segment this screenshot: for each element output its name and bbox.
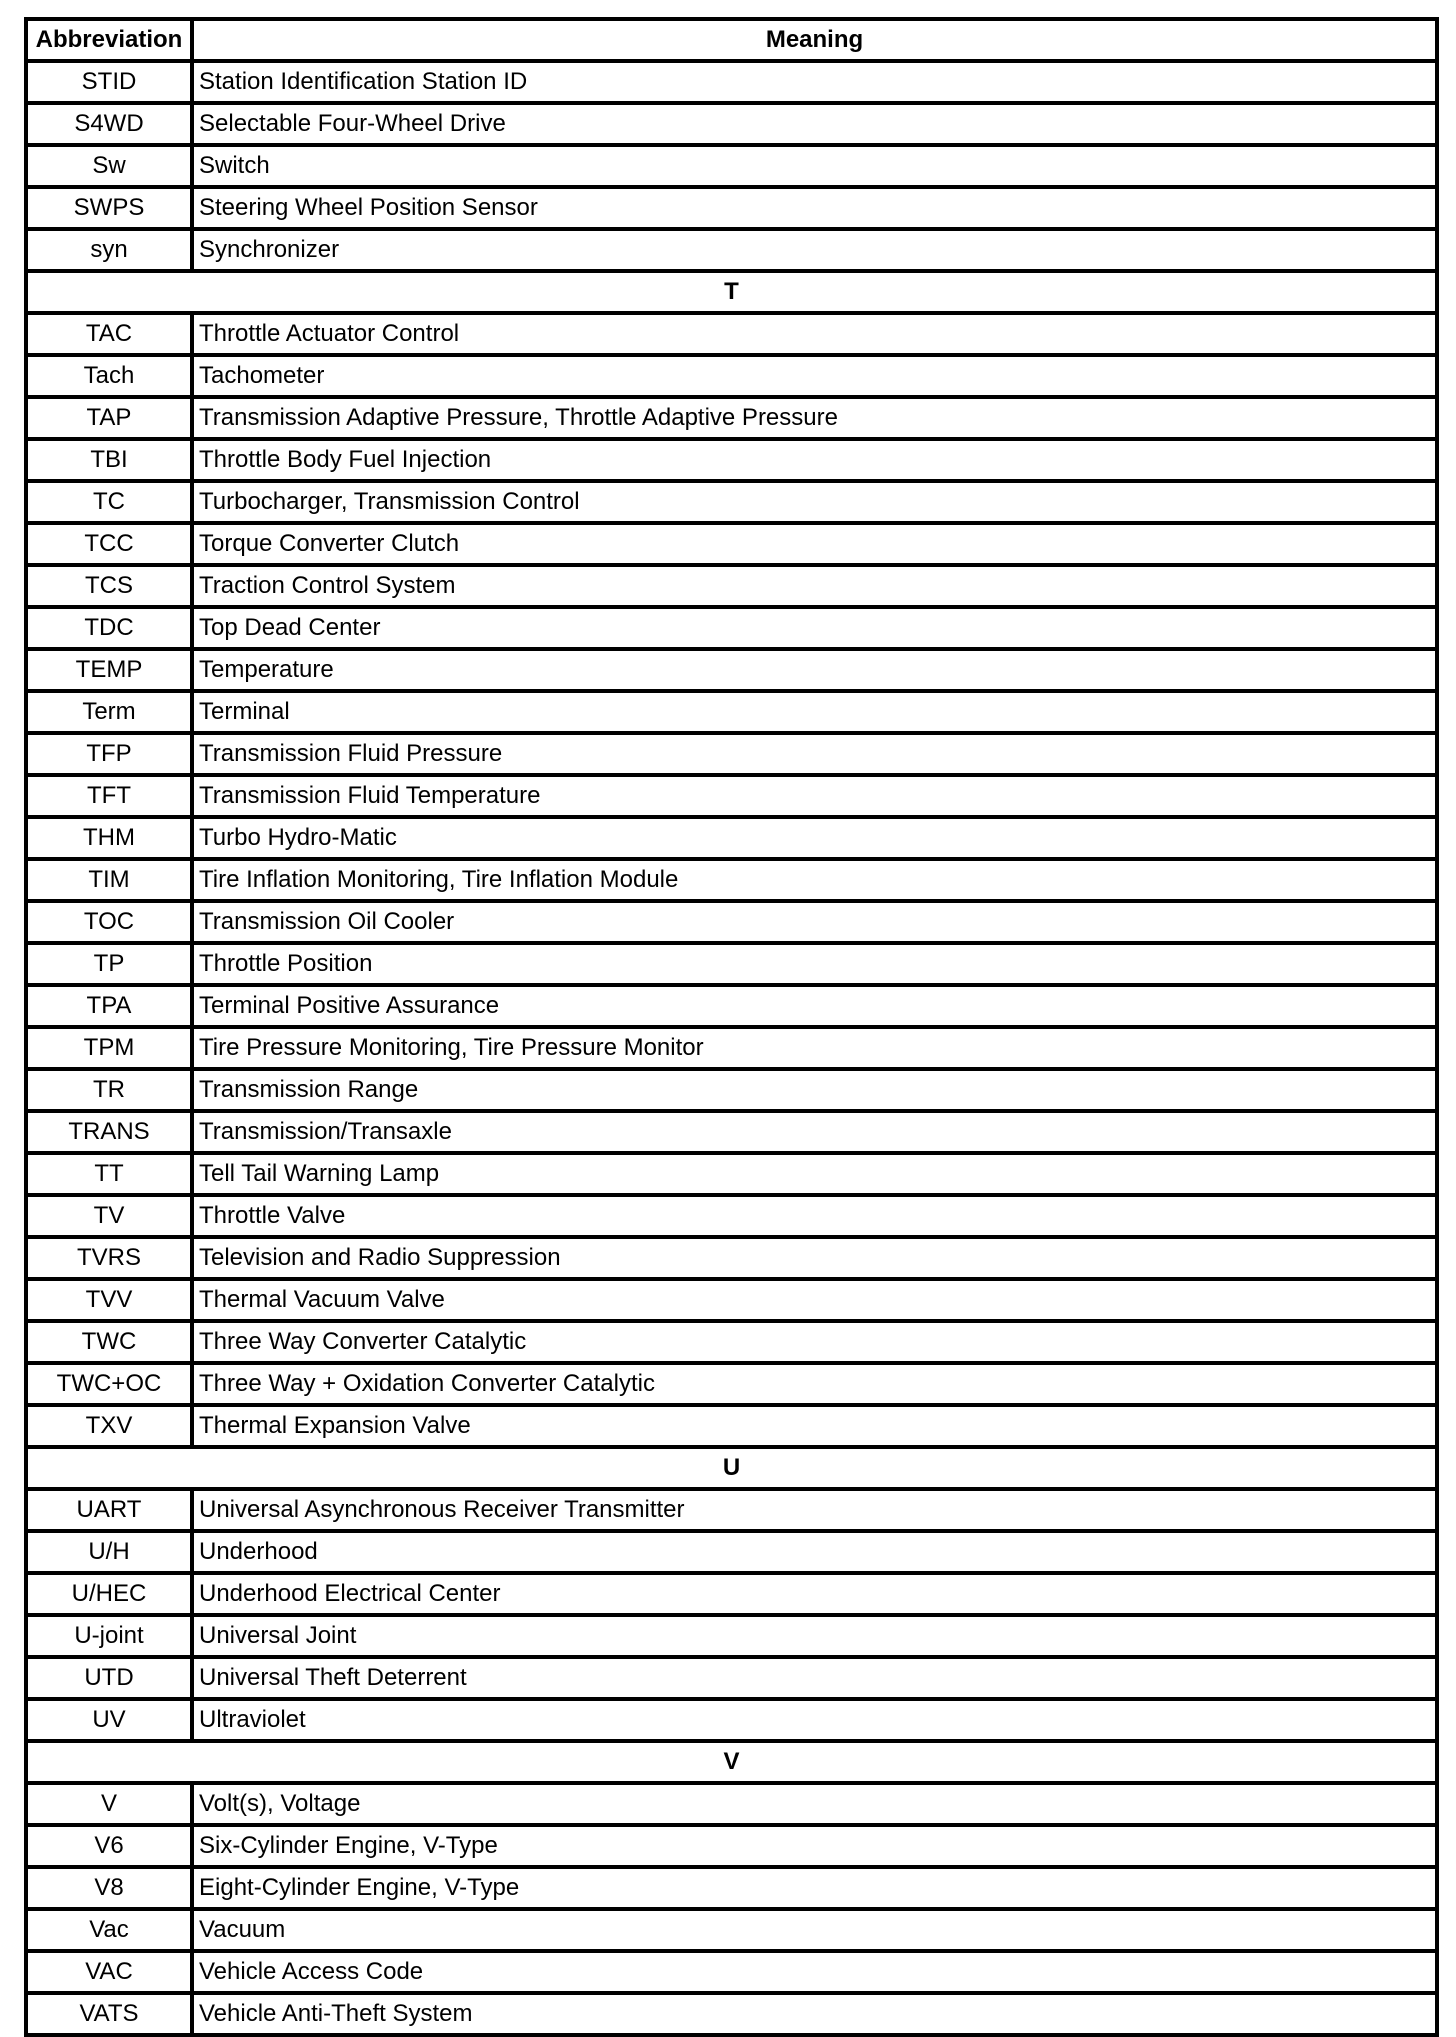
- abbreviation-cell: TCS: [26, 565, 192, 607]
- abbreviation-cell: TP: [26, 943, 192, 985]
- meaning-cell: Turbocharger, Transmission Control: [192, 481, 1437, 523]
- abbreviation-cell: U/HEC: [26, 1573, 192, 1615]
- meaning-cell: Steering Wheel Position Sensor: [192, 187, 1437, 229]
- section-letter: V: [26, 1741, 1437, 1783]
- meaning-cell: Universal Joint: [192, 1615, 1437, 1657]
- table-row: [26, 61, 1437, 103]
- abbreviation-cell: TPA: [26, 985, 192, 1027]
- abbreviation-cell: TDC: [26, 607, 192, 649]
- meaning-cell: Throttle Actuator Control: [192, 313, 1437, 355]
- section-header-row: [26, 271, 1437, 313]
- meaning-cell: Three Way + Oxidation Converter Catalytic: [192, 1363, 1437, 1405]
- table-row: [26, 901, 1437, 943]
- meaning-cell: Throttle Valve: [192, 1195, 1437, 1237]
- table-row: [26, 103, 1437, 145]
- table-row: [26, 1783, 1437, 1825]
- abbreviation-cell: TVV: [26, 1279, 192, 1321]
- abbreviation-cell: TPM: [26, 1027, 192, 1069]
- abbreviation-cell: TAC: [26, 313, 192, 355]
- meaning-cell: Transmission Fluid Temperature: [192, 775, 1437, 817]
- meaning-cell: Terminal Positive Assurance: [192, 985, 1437, 1027]
- abbreviation-cell: U/H: [26, 1531, 192, 1573]
- abbreviation-cell: TVRS: [26, 1237, 192, 1279]
- abbreviation-cell: TFT: [26, 775, 192, 817]
- table-row: [26, 1195, 1437, 1237]
- table-row: [26, 523, 1437, 565]
- abbreviation-cell: Sw: [26, 145, 192, 187]
- abbreviation-cell: UV: [26, 1699, 192, 1741]
- meaning-cell: Transmission/Transaxle: [192, 1111, 1437, 1153]
- meaning-cell: Tire Inflation Monitoring, Tire Inflation Module: [192, 859, 1437, 901]
- abbreviation-cell: TR: [26, 1069, 192, 1111]
- table-row: [26, 145, 1437, 187]
- abbreviation-cell: TEMP: [26, 649, 192, 691]
- abbreviation-table: [24, 17, 1439, 2037]
- table-row: [26, 1657, 1437, 1699]
- table-row: [26, 187, 1437, 229]
- meaning-cell: Station Identification Station ID: [192, 61, 1437, 103]
- abbreviation-cell: TT: [26, 1153, 192, 1195]
- table-row: [26, 649, 1437, 691]
- abbreviation-cell: TIM: [26, 859, 192, 901]
- meaning-cell: Selectable Four-Wheel Drive: [192, 103, 1437, 145]
- meaning-cell: Turbo Hydro-Matic: [192, 817, 1437, 859]
- table-row: [26, 607, 1437, 649]
- meaning-cell: Transmission Adaptive Pressure, Throttle Adaptive Pressure: [192, 397, 1437, 439]
- meaning-cell: Transmission Fluid Pressure: [192, 733, 1437, 775]
- meaning-cell: Universal Asynchronous Receiver Transmitter: [192, 1489, 1437, 1531]
- section-header-row: [26, 1741, 1437, 1783]
- table-row: [26, 691, 1437, 733]
- meaning-cell: Universal Theft Deterrent: [192, 1657, 1437, 1699]
- abbreviation-cell: V6: [26, 1825, 192, 1867]
- table-row: [26, 397, 1437, 439]
- table-row: [26, 1867, 1437, 1909]
- meaning-cell: Tell Tail Warning Lamp: [192, 1153, 1437, 1195]
- table-row: [26, 1279, 1437, 1321]
- meaning-cell: Ultraviolet: [192, 1699, 1437, 1741]
- abbreviation-cell: TAP: [26, 397, 192, 439]
- table-row: [26, 817, 1437, 859]
- meaning-cell: Vacuum: [192, 1909, 1437, 1951]
- table-row: [26, 733, 1437, 775]
- meaning-cell: Eight-Cylinder Engine, V-Type: [192, 1867, 1437, 1909]
- header-row: [26, 19, 1437, 61]
- meaning-cell: Switch: [192, 145, 1437, 187]
- abbreviation-cell: THM: [26, 817, 192, 859]
- table-row: [26, 1111, 1437, 1153]
- meaning-cell: Tire Pressure Monitoring, Tire Pressure Monitor: [192, 1027, 1437, 1069]
- table-row: [26, 1153, 1437, 1195]
- table-row: [26, 1027, 1437, 1069]
- table-row: [26, 1825, 1437, 1867]
- meaning-cell: Throttle Position: [192, 943, 1437, 985]
- abbreviation-cell: VAC: [26, 1951, 192, 1993]
- abbreviation-cell: SWPS: [26, 187, 192, 229]
- table-row: [26, 355, 1437, 397]
- section-letter: T: [26, 271, 1437, 313]
- meaning-cell: Traction Control System: [192, 565, 1437, 607]
- abbreviation-cell: UART: [26, 1489, 192, 1531]
- abbreviation-cell: TC: [26, 481, 192, 523]
- table-row: [26, 1069, 1437, 1111]
- meaning-cell: Vehicle Anti-Theft System: [192, 1993, 1437, 2035]
- meaning-cell: Six-Cylinder Engine, V-Type: [192, 1825, 1437, 1867]
- table-row: [26, 481, 1437, 523]
- meaning-cell: Transmission Range: [192, 1069, 1437, 1111]
- abbreviation-cell: V8: [26, 1867, 192, 1909]
- table-row: [26, 313, 1437, 355]
- abbreviation-cell: U-joint: [26, 1615, 192, 1657]
- table-row: [26, 1363, 1437, 1405]
- meaning-cell: Thermal Expansion Valve: [192, 1405, 1437, 1447]
- table-row: [26, 229, 1437, 271]
- table-row: [26, 1531, 1437, 1573]
- table-row: [26, 1321, 1437, 1363]
- header-abbreviation: Abbreviation: [26, 19, 192, 61]
- meaning-cell: Underhood: [192, 1531, 1437, 1573]
- table-row: [26, 859, 1437, 901]
- meaning-cell: Terminal: [192, 691, 1437, 733]
- table-row: [26, 1909, 1437, 1951]
- table-body: [26, 61, 1437, 2035]
- meaning-cell: Throttle Body Fuel Injection: [192, 439, 1437, 481]
- meaning-cell: Vehicle Access Code: [192, 1951, 1437, 1993]
- table-row: [26, 943, 1437, 985]
- meaning-cell: Television and Radio Suppression: [192, 1237, 1437, 1279]
- table-row: [26, 1699, 1437, 1741]
- section-letter: U: [26, 1447, 1437, 1489]
- meaning-cell: Top Dead Center: [192, 607, 1437, 649]
- header-meaning: Meaning: [192, 19, 1437, 61]
- abbreviation-cell: Vac: [26, 1909, 192, 1951]
- table-row: [26, 1993, 1437, 2035]
- abbreviation-cell: syn: [26, 229, 192, 271]
- abbreviation-cell: VATS: [26, 1993, 192, 2035]
- abbreviation-cell: TBI: [26, 439, 192, 481]
- meaning-cell: Underhood Electrical Center: [192, 1573, 1437, 1615]
- abbreviation-cell: TRANS: [26, 1111, 192, 1153]
- table-row: [26, 1573, 1437, 1615]
- abbreviation-cell: S4WD: [26, 103, 192, 145]
- meaning-cell: Synchronizer: [192, 229, 1437, 271]
- abbreviation-cell: Term: [26, 691, 192, 733]
- table-row: [26, 565, 1437, 607]
- meaning-cell: Thermal Vacuum Valve: [192, 1279, 1437, 1321]
- table-row: [26, 1405, 1437, 1447]
- meaning-cell: Torque Converter Clutch: [192, 523, 1437, 565]
- table-row: [26, 1489, 1437, 1531]
- abbreviation-cell: TCC: [26, 523, 192, 565]
- table-row: [26, 775, 1437, 817]
- meaning-cell: Three Way Converter Catalytic: [192, 1321, 1437, 1363]
- abbreviation-cell: TWC+OC: [26, 1363, 192, 1405]
- section-header-row: [26, 1447, 1437, 1489]
- meaning-cell: Temperature: [192, 649, 1437, 691]
- abbreviation-cell: V: [26, 1783, 192, 1825]
- table-row: [26, 439, 1437, 481]
- abbreviation-cell: TXV: [26, 1405, 192, 1447]
- table-row: [26, 1951, 1437, 1993]
- abbreviation-cell: TOC: [26, 901, 192, 943]
- meaning-cell: Tachometer: [192, 355, 1437, 397]
- abbreviation-cell: TV: [26, 1195, 192, 1237]
- table-row: [26, 1615, 1437, 1657]
- abbreviation-cell: TFP: [26, 733, 192, 775]
- table-row: [26, 985, 1437, 1027]
- meaning-cell: Transmission Oil Cooler: [192, 901, 1437, 943]
- abbreviation-cell: UTD: [26, 1657, 192, 1699]
- abbreviation-cell: TWC: [26, 1321, 192, 1363]
- table-row: [26, 1237, 1437, 1279]
- meaning-cell: Volt(s), Voltage: [192, 1783, 1437, 1825]
- abbreviation-cell: STID: [26, 61, 192, 103]
- abbreviation-cell: Tach: [26, 355, 192, 397]
